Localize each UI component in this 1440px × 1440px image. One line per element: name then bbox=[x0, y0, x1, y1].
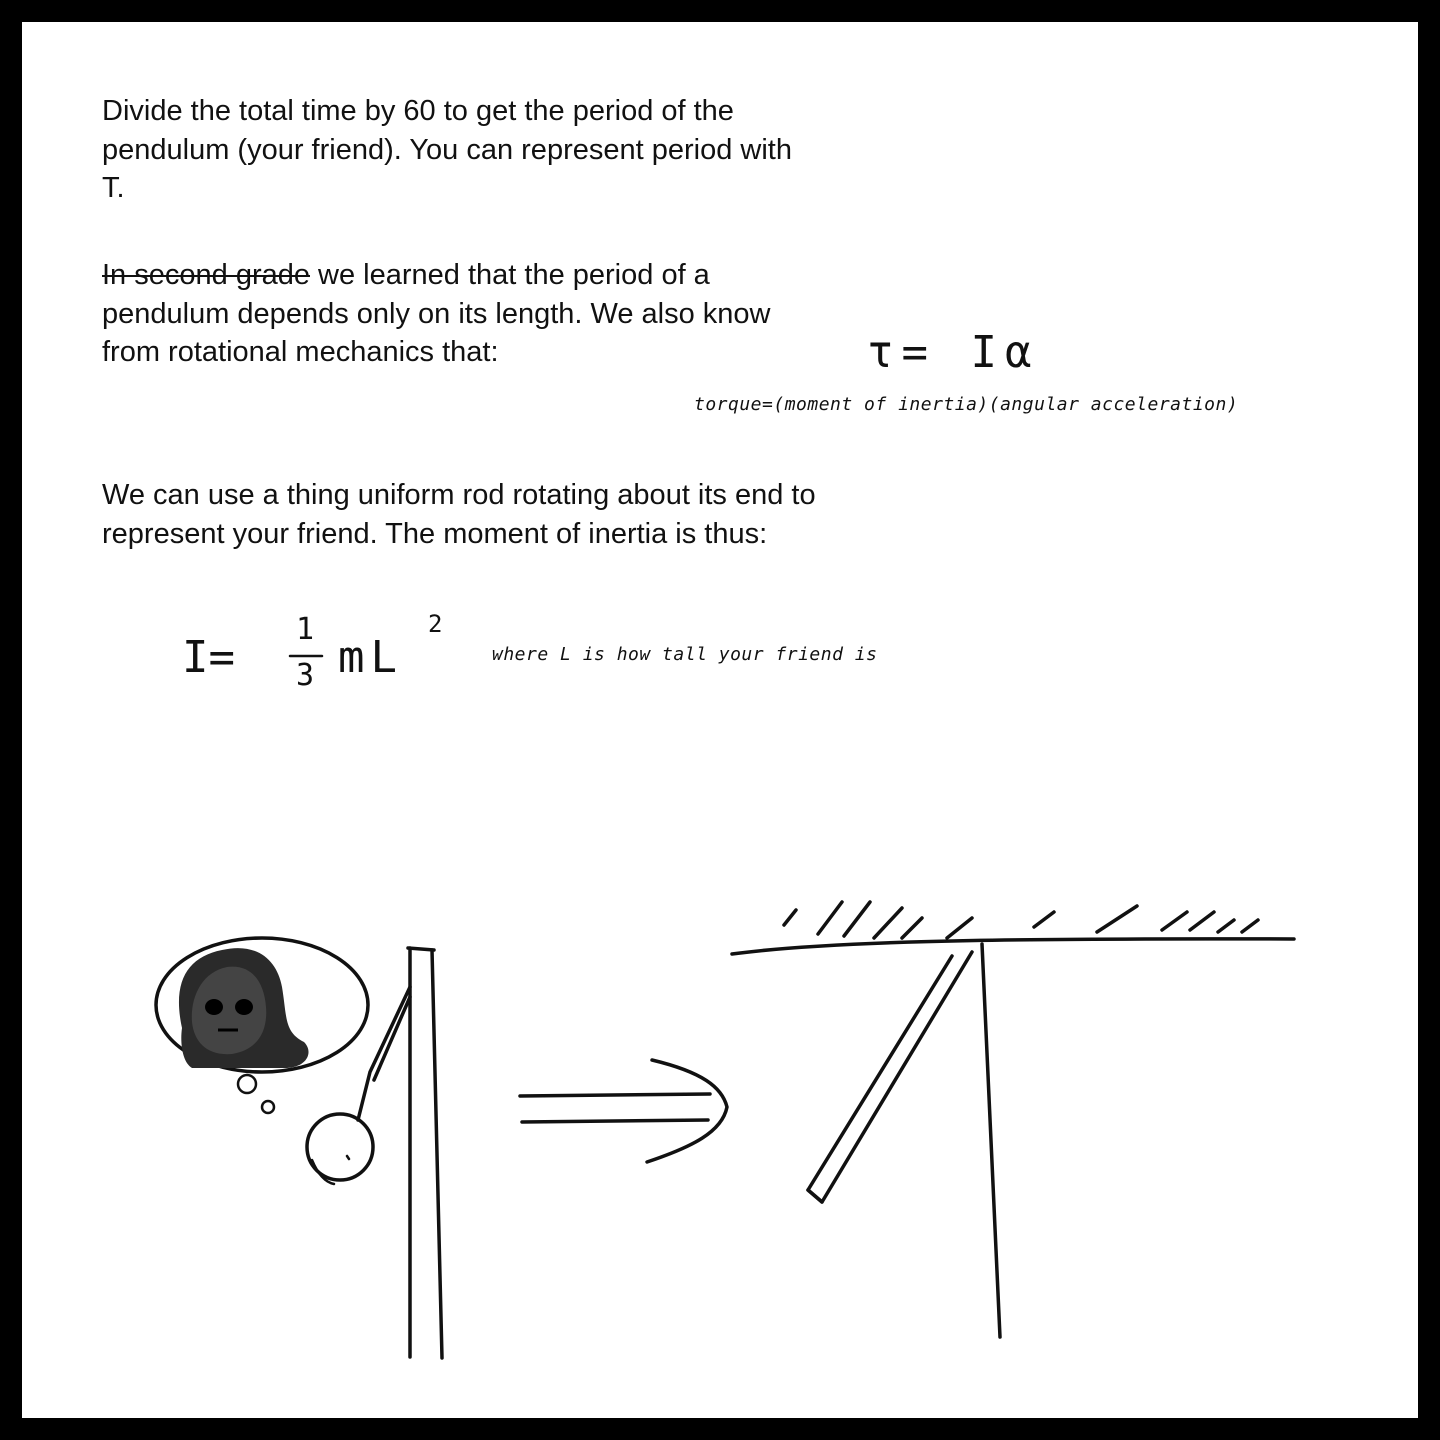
inertia-numerator: 1 bbox=[296, 612, 315, 647]
inertia-rhs: mL bbox=[338, 632, 403, 683]
paragraph-period: Divide the total time by 60 to get the period of the pendulum (your friend). You can represent period with T. bbox=[102, 95, 792, 204]
struck-text: In second grade bbox=[102, 259, 310, 291]
inertia-caption: where L is how tall your friend is bbox=[492, 644, 878, 665]
dark-skull-face-icon bbox=[179, 948, 309, 1068]
paragraph-text: we learned that the period of a pendulum depends only on its length. We also know from rotational mechanics that: bbox=[102, 259, 771, 368]
sketch-drawing bbox=[22, 22, 1418, 1418]
inertia-denominator: 3 bbox=[296, 658, 315, 693]
double-arrow-right-icon bbox=[520, 1060, 727, 1162]
inertia-exponent: 2 bbox=[428, 610, 443, 638]
thought-bubble-icon bbox=[156, 938, 368, 1113]
comic-panel bbox=[22, 22, 1418, 1418]
torque-caption: torque=(moment of inertia)(angular acceleration) bbox=[694, 394, 1239, 415]
rotating-rod-drawing bbox=[732, 902, 1294, 1337]
torque-equation: τ= Iα bbox=[867, 327, 1040, 378]
pendulum-friend-drawing bbox=[307, 948, 442, 1358]
inertia-lhs: I= bbox=[182, 632, 235, 683]
paragraph-uniform-rod: We can use a thing uniform rod rotating about its end to represent your friend. The moment of inertia is thus: bbox=[102, 479, 816, 550]
